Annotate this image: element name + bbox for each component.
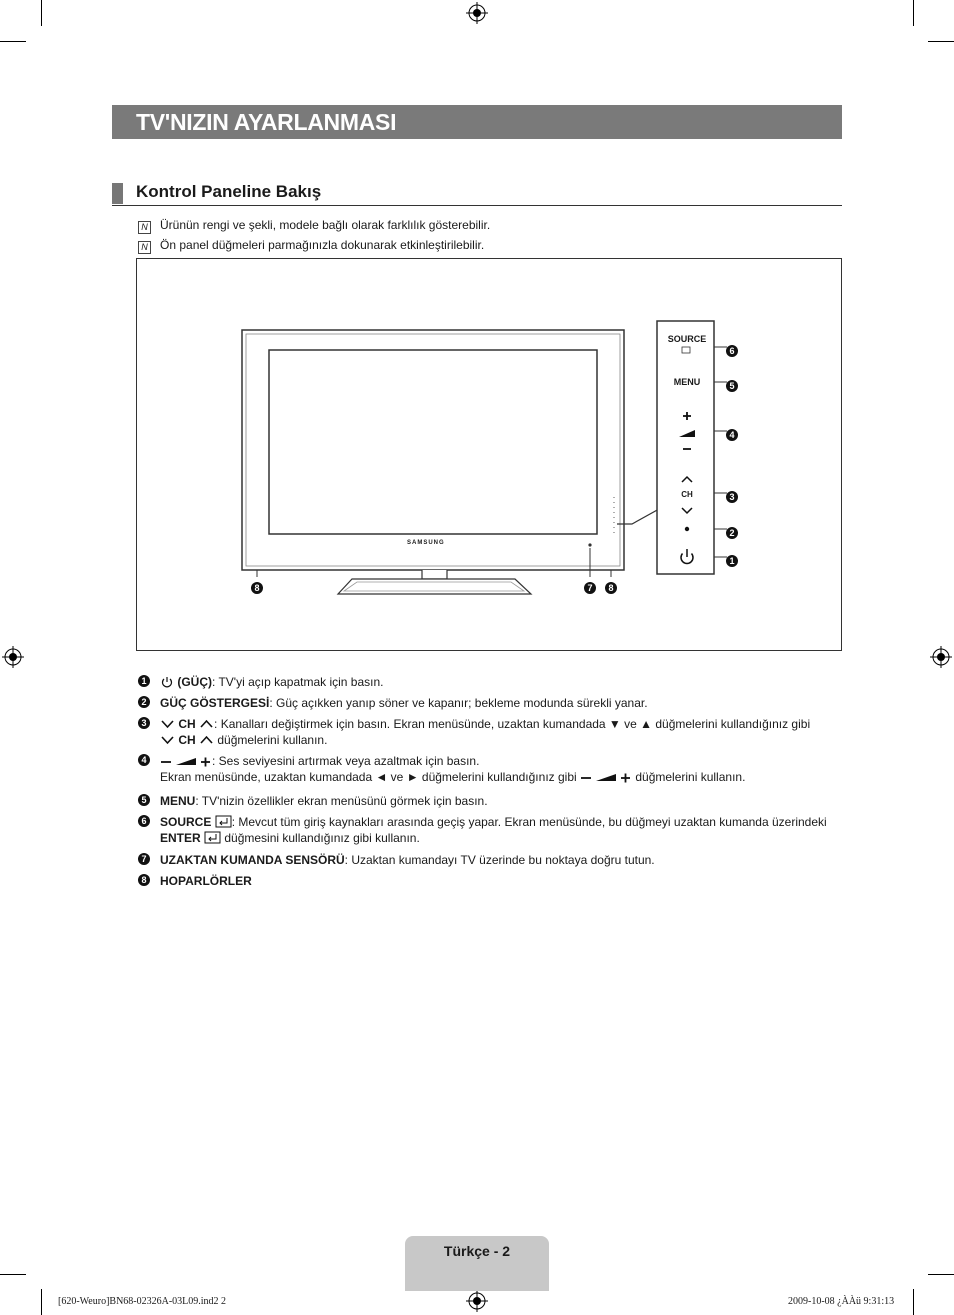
item-term: SOURCE bbox=[160, 815, 212, 829]
tv-screen bbox=[269, 350, 597, 534]
crop-mark bbox=[0, 41, 26, 42]
item-description: : Uzaktan kumandayı TV üzerinde bu noktaya doğru tutun. bbox=[344, 853, 655, 867]
item-term: (GÜÇ) bbox=[177, 675, 213, 689]
item-description: düğmesini kullandığınız gibi kullanın. bbox=[221, 831, 420, 845]
section-marker bbox=[112, 183, 123, 204]
remote-sensor-dot bbox=[588, 543, 591, 546]
item-term: ENTER bbox=[160, 831, 201, 845]
item-description: : Kanalları değiştirmek için basın. Ekran menüsünde, uzaktan kumandada ▼ ve ▲ düğmelerini kullandığınız gibi bbox=[214, 717, 811, 731]
item-number: 7 bbox=[138, 853, 150, 865]
power-indicator-dot bbox=[685, 527, 689, 531]
page-number-label: Türkçe - 2 bbox=[443, 1243, 511, 1259]
item-number: 5 bbox=[138, 794, 150, 806]
ch-button-label: CH bbox=[681, 490, 693, 499]
callout-1: 1 bbox=[726, 551, 738, 569]
crop-mark bbox=[913, 0, 914, 26]
item-term: CH bbox=[178, 733, 196, 747]
power-icon bbox=[160, 676, 174, 688]
item-term: UZAKTAN KUMANDA SENSÖRÜ bbox=[160, 853, 345, 867]
chevron-down-icon bbox=[160, 718, 175, 730]
legend-item-1 bbox=[138, 674, 838, 692]
volume-controls-icon bbox=[580, 771, 632, 783]
crop-mark bbox=[41, 1289, 42, 1315]
legend-item-3 bbox=[138, 716, 838, 750]
control-panel-diagram bbox=[136, 258, 842, 651]
callout-4: 4 bbox=[726, 425, 738, 443]
note-item bbox=[138, 218, 490, 234]
callout-2: 2 bbox=[726, 523, 738, 541]
enter-icon bbox=[215, 815, 232, 828]
note-text: Ön panel düğmeleri parmağınızla dokunarak etkinleştirilebilir. bbox=[160, 238, 485, 252]
callout-8-right: 8 bbox=[605, 578, 617, 596]
callout-6: 6 bbox=[726, 341, 738, 359]
legend-item-5 bbox=[138, 793, 838, 811]
registration-mark-icon bbox=[466, 1290, 488, 1312]
note-icon: N bbox=[138, 241, 151, 254]
legend-item-4 bbox=[138, 753, 838, 789]
tv-stand-base bbox=[338, 579, 531, 594]
registration-mark-icon bbox=[466, 2, 488, 24]
item-description: Ekran menüsünde, uzaktan kumandada ◄ ve ► düğmelerini kullandığınız gibi bbox=[160, 770, 577, 784]
crop-mark bbox=[928, 1274, 954, 1275]
legend-item-2 bbox=[138, 695, 838, 713]
tv-illustration bbox=[137, 259, 841, 650]
item-term: HOPARLÖRLER bbox=[160, 874, 252, 888]
menu-button-label: MENU bbox=[673, 377, 701, 387]
note-item bbox=[138, 238, 484, 254]
item-number: 6 bbox=[138, 815, 150, 827]
legend-item-6 bbox=[138, 814, 838, 848]
chevron-up-icon bbox=[199, 718, 214, 730]
source-button-label: SOURCE bbox=[667, 334, 707, 344]
chevron-up-icon bbox=[199, 734, 214, 746]
item-description: düğmelerini kullanın. bbox=[632, 770, 746, 784]
callout-5: 5 bbox=[726, 376, 738, 394]
item-term: GÜÇ GÖSTERGESİ bbox=[160, 696, 270, 710]
item-term: CH bbox=[178, 717, 196, 731]
item-description: düğmelerini kullanın. bbox=[214, 733, 328, 747]
item-number: 1 bbox=[138, 675, 150, 687]
item-number: 3 bbox=[138, 717, 150, 729]
legend-item-7 bbox=[138, 852, 838, 870]
item-description: : Mevcut tüm giriş kaynakları arasında geçiş yapar. Ekran menüsünde, bu düğmeyi uzaktan kumanda üzerindeki bbox=[231, 815, 827, 829]
item-term: MENU bbox=[160, 794, 196, 808]
chevron-down-icon bbox=[160, 734, 175, 746]
control-panel-strip bbox=[657, 321, 714, 574]
crop-mark bbox=[913, 1289, 914, 1315]
registration-mark-icon bbox=[2, 646, 24, 668]
note-text: Ürünün rengi ve şekli, modele bağlı olarak farklılık gösterebilir. bbox=[160, 218, 491, 232]
crop-mark bbox=[928, 41, 954, 42]
print-timestamp: 2009-10-08 ¿ÀÀü 9:31:13 bbox=[788, 1296, 895, 1307]
item-number: 8 bbox=[138, 874, 150, 886]
page-number-tab bbox=[405, 1236, 549, 1291]
tv-stand-neck bbox=[422, 570, 447, 579]
crop-mark bbox=[0, 1274, 26, 1275]
callout-7: 7 bbox=[584, 578, 596, 596]
section-title: Kontrol Paneline Bakış bbox=[136, 182, 322, 201]
item-description: : Güç açıkken yanıp söner ve kapanır; bekleme modunda sürekli yanar. bbox=[269, 696, 648, 710]
crop-mark bbox=[41, 0, 42, 26]
item-number: 4 bbox=[138, 754, 150, 766]
legend-item-8 bbox=[138, 873, 838, 891]
print-file-info: [620-Weuro]BN68-02326A-03L09.ind2 2 bbox=[58, 1296, 227, 1307]
item-description: : TV'yi açıp kapatmak için basın. bbox=[212, 675, 384, 689]
page-title: TV'NIZIN AYARLANMASI bbox=[136, 109, 397, 135]
enter-icon bbox=[204, 831, 221, 844]
callout-8-left: 8 bbox=[251, 578, 263, 596]
item-description: : TV'nizin özellikler ekran menüsünü görmek için basın. bbox=[195, 794, 488, 808]
note-icon: N bbox=[138, 221, 151, 234]
registration-mark-icon bbox=[930, 646, 952, 668]
page-title-bar bbox=[112, 105, 842, 139]
section-heading bbox=[112, 182, 842, 206]
item-description: : Ses seviyesini artırmak veya azaltmak için basın. bbox=[212, 754, 480, 768]
brand-logo: SAMSUNG bbox=[407, 540, 445, 546]
volume-controls-icon bbox=[160, 755, 212, 767]
item-number: 2 bbox=[138, 696, 150, 708]
callout-3: 3 bbox=[726, 487, 738, 505]
